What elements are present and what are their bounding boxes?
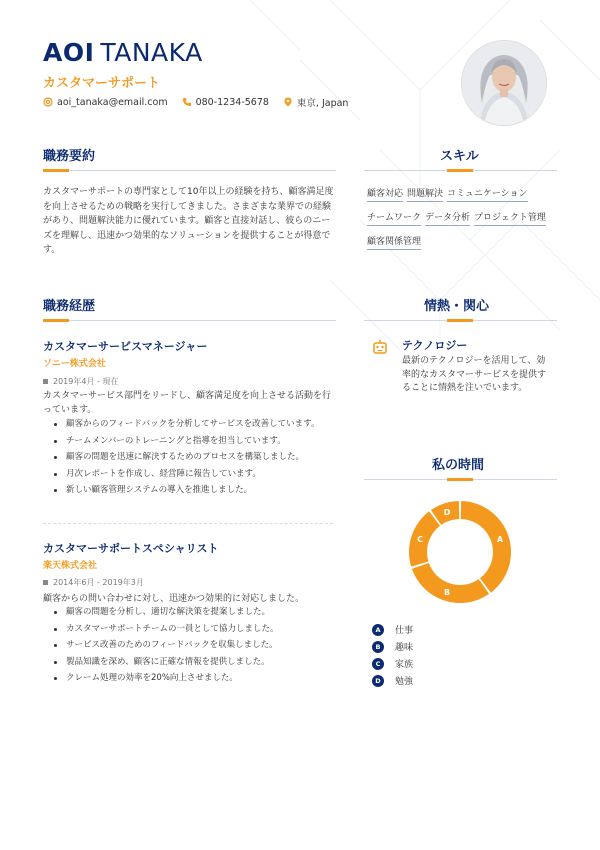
location-text: 東京, Japan	[296, 98, 349, 109]
legend-key: A	[372, 624, 384, 636]
job-2-company: 楽天株式会社	[43, 561, 98, 571]
time-heading: 私の時間	[432, 458, 485, 473]
summary-heading: 職務要約	[43, 149, 96, 164]
skill-tag: 顧客関係管理	[367, 234, 421, 250]
contact-email[interactable]	[43, 95, 168, 109]
job-1-company: ソニー株式会社	[43, 359, 106, 369]
legend-label: 仕事	[395, 626, 414, 636]
list-item: サービス改善のためのフィードバックを収集しました。	[52, 637, 279, 654]
donut-label-C: C	[417, 535, 423, 545]
at-icon	[43, 97, 53, 107]
contact-info	[43, 95, 348, 109]
list-item: チームメンバーのトレーニングと指導を担当しています。	[52, 433, 319, 450]
last-name: TANAKA	[100, 38, 203, 67]
interest-description: 最新のテクノロジーを活用して、効率的なカスタマーサービスを提供することに情熱を注いでいます。	[402, 356, 547, 393]
donut-label-D: D	[443, 508, 451, 518]
donut-label-A: A	[496, 535, 504, 545]
calendar-icon	[43, 379, 48, 384]
interests-heading: 情熱・関心	[424, 299, 490, 314]
list-item: 顧客からのフィードバックを分析してサービスを改善しています。	[52, 416, 319, 433]
contact-phone[interactable]	[182, 95, 269, 109]
donut-slice-C	[409, 511, 440, 566]
first-name: AOI	[43, 38, 95, 67]
legend-item	[372, 672, 413, 689]
list-item: カスタマーサポートチームの一員として協力しました。	[52, 621, 279, 638]
list-item: 顧客の問題を迅速に解決するためのプロセスを構築しました。	[52, 449, 319, 466]
location-pin-icon	[283, 97, 293, 107]
list-item: 新しい顧客管理システムの導入を推進しました。	[52, 482, 319, 499]
job-divider	[43, 523, 333, 524]
phone-text: 080-1234-5678	[195, 96, 269, 108]
phone-icon	[182, 97, 192, 107]
legend-item	[372, 638, 413, 655]
interests-accent	[447, 319, 473, 322]
legend-key: B	[372, 641, 384, 653]
summary-text: カスタマーサポートの専門家として10年以上の経験を持ち、顧客満足度を向上させるための戦略を実行してきました。さまざまな業界での経験があり、問題解決能力に優れています。顧客と直接対話し、彼らのニーズを理解し、迅速かつ効果的なソリューションを提供することが得意です。	[43, 187, 334, 255]
skills-heading: スキル	[440, 149, 479, 164]
time-donut-chart	[400, 497, 520, 607]
skill-tag: チームワーク	[367, 210, 421, 226]
legend-key: D	[372, 675, 384, 687]
skill-tag: コミュニケーション	[447, 186, 527, 202]
email-text: aoi_tanaka@email.com	[57, 96, 168, 108]
experience-heading: 職務経歴	[43, 299, 96, 314]
legend-label: 家族	[395, 660, 414, 670]
skill-tag: プロジェクト管理	[474, 210, 546, 226]
legend-label: 趣味	[395, 643, 414, 653]
legend-item	[372, 655, 413, 672]
job-2-title: カスタマーサポートスペシャリスト	[43, 542, 219, 555]
skills-accent	[447, 169, 473, 172]
legend-key: C	[372, 658, 384, 670]
donut-slice-B	[412, 563, 489, 603]
job-1-date-text: 2019年4月 - 現在	[53, 377, 119, 386]
list-item: 月次レポートを作成し、経営陣に報告しています。	[52, 466, 319, 483]
experience-rule	[43, 320, 336, 321]
job-title: カスタマーサポート	[43, 76, 161, 91]
contact-location	[283, 95, 349, 109]
skills-list	[367, 186, 557, 250]
experience-accent	[43, 319, 69, 322]
list-item: 顧客の問題を分析し、適切な解決策を提案しました。	[52, 604, 279, 621]
time-accent	[447, 478, 473, 481]
list-item: 製品知識を深め、顧客に正確な情報を提供しました。	[52, 654, 279, 671]
job-2-dates	[43, 577, 144, 588]
profile-photo	[461, 40, 547, 126]
interest-title: テクノロジー	[402, 339, 468, 352]
legend-item	[372, 621, 413, 638]
time-legend	[372, 621, 413, 689]
robot-icon	[372, 339, 388, 355]
job-1-description: カスタマーサービス部門をリードし、顧客満足度を向上させる活動を行っています。	[43, 391, 332, 415]
job-2-description: 顧客からの問い合わせに対し、迅速かつ効果的に対応しました。	[43, 594, 305, 604]
job-1-dates	[43, 376, 118, 387]
job-2-date-text: 2014年6月 - 2019年3月	[53, 578, 144, 587]
job-1-bullets	[52, 416, 319, 499]
calendar-icon	[43, 580, 48, 585]
donut-slice-A	[461, 501, 511, 593]
job-1-title: カスタマーサービスマネージャー	[43, 340, 208, 353]
donut-label-B: B	[443, 587, 451, 597]
skill-tag: 顧客対応	[367, 186, 403, 202]
summary-rule	[43, 170, 336, 171]
skill-tag: 問題解決	[407, 186, 443, 202]
candidate-name	[43, 38, 203, 67]
legend-label: 勉強	[395, 677, 414, 687]
list-item: クレーム処理の効率を20%向上させました。	[52, 670, 279, 687]
skill-tag: データ分析	[425, 210, 470, 226]
job-2-bullets	[52, 604, 279, 687]
summary-accent	[43, 169, 69, 172]
